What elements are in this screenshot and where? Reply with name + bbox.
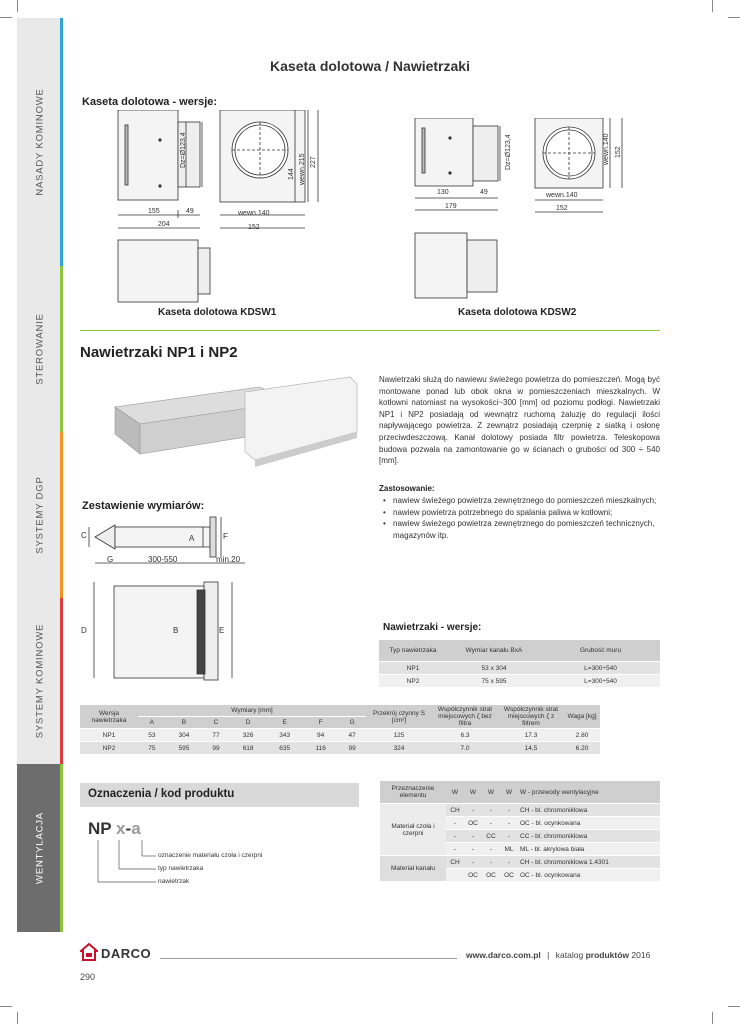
sidebar-tab-nasady[interactable] bbox=[17, 18, 63, 266]
table-cell: CH bbox=[446, 804, 464, 817]
tab-color-bar bbox=[60, 432, 63, 598]
table-cell: ML bbox=[500, 843, 518, 856]
tab-color-bar bbox=[60, 598, 63, 764]
table-row bbox=[80, 742, 600, 755]
col-header: B bbox=[166, 716, 203, 728]
np-side-drawing bbox=[85, 515, 245, 575]
zastosowanie-list bbox=[379, 495, 674, 541]
table-cell: 47 bbox=[338, 729, 366, 742]
table-cell: 94 bbox=[303, 729, 338, 742]
col-header: Grubość muru bbox=[541, 640, 660, 662]
table-cell: - bbox=[482, 856, 500, 869]
table-cell: NP1 bbox=[80, 729, 138, 742]
col-header: C bbox=[202, 716, 230, 728]
versions-table bbox=[379, 640, 660, 688]
col-header: F bbox=[303, 716, 338, 728]
table-cell: - bbox=[500, 817, 518, 830]
sidebar-tab-dgp[interactable] bbox=[17, 432, 63, 598]
code-a: a bbox=[131, 819, 141, 838]
sidebar-label: SYSTEMY DGP bbox=[34, 476, 46, 554]
table-cell: CC - bl. chromoniklowa bbox=[518, 830, 660, 843]
col-header: D bbox=[230, 716, 267, 728]
dim-label: 152 bbox=[615, 146, 622, 158]
table-cell: 75 bbox=[138, 742, 166, 755]
table-cell: OC - bl. ocynkowana bbox=[518, 817, 660, 830]
zastosowanie-title: Zastosowanie: bbox=[379, 484, 435, 493]
sidebar-tab-kominowe[interactable] bbox=[17, 598, 63, 764]
dim-label: 179 bbox=[445, 203, 457, 210]
darco-logo-text: DARCO bbox=[101, 946, 152, 961]
zestawienie-heading: Zestawienie wymiarów: bbox=[82, 500, 205, 512]
code-x: x bbox=[116, 819, 126, 838]
table-cell: OC - bl. ocynkowana bbox=[518, 869, 660, 882]
page-title: Kaseta dolotowa / Nawietrzaki bbox=[270, 58, 470, 74]
np-description: Nawietrzaki służą do nawiewu świeżego powietrza do pomieszczeń. Mogą być montowane ponad lub obok okna w pomieszczeniach mieszkalnych. W kotłowni natomiast na wysokości~300 [mm] od poziomu podłogi. Nawietrzaki NP1 i NP2 posiadają od wewnątrz ruchomą żaluzję do regulacji ilości napływającego powietrza. Z zewnątrz posiadają czerpnię z siatką i osłonę przeciwdeszczową. Kanał dolotowy posiada filtr powietrza. Teleskopowa budowa pozwala na zamontowanie go w ścianach o grubości od 300 ÷ 540 [mm]. bbox=[379, 375, 660, 466]
footer-url[interactable]: www.darco.com.pl bbox=[466, 950, 541, 960]
table-cell: 2.80 bbox=[564, 729, 600, 742]
table-cell: 6.20 bbox=[564, 742, 600, 755]
sidebar-label: SYSTEMY KOMINOWE bbox=[34, 623, 46, 739]
table-cell: 304 bbox=[166, 729, 203, 742]
col-header: W bbox=[482, 781, 500, 804]
table-row bbox=[80, 729, 600, 742]
sidebar-label: NASADY KOMINOWE bbox=[34, 88, 46, 196]
table-cell: 125 bbox=[366, 729, 432, 742]
col-header: G bbox=[338, 716, 366, 728]
legend-item: oznaczenie materiału czoła i czerpni bbox=[158, 852, 263, 859]
np-product-image bbox=[95, 372, 365, 482]
col-header: W bbox=[500, 781, 518, 804]
col-header: Wymiar kanału BxA bbox=[447, 640, 541, 662]
table-cell: - bbox=[500, 856, 518, 869]
table-cell: 343 bbox=[266, 729, 303, 742]
sidebar-label: STEROWANIE bbox=[34, 313, 46, 385]
dim-label: 155 bbox=[148, 208, 160, 215]
table-cell: 7.0 bbox=[432, 742, 498, 755]
table-cell: 75 x 595 bbox=[447, 675, 541, 688]
table-cell: NP2 bbox=[80, 742, 138, 755]
col-header: W - przewody wentylacyjne bbox=[518, 781, 660, 804]
footer-catalog-pre: katalog bbox=[555, 950, 584, 960]
material-table bbox=[380, 781, 660, 882]
table-cell: 99 bbox=[338, 742, 366, 755]
table-cell: 618 bbox=[230, 742, 267, 755]
darco-logo-icon bbox=[80, 943, 98, 961]
dim-label: wewn.140 bbox=[238, 210, 270, 217]
table-cell: - bbox=[500, 804, 518, 817]
table-cell: 635 bbox=[266, 742, 303, 755]
table-cell: 99 bbox=[202, 742, 230, 755]
drawing-label-min: min.20 bbox=[216, 555, 241, 564]
code-leader-lines bbox=[90, 840, 160, 890]
col-header: A bbox=[138, 716, 166, 728]
oznaczenia-heading: Oznaczenia / kod produktu bbox=[88, 788, 235, 800]
table-cell bbox=[446, 869, 464, 882]
drawing-label-a: A bbox=[189, 534, 195, 543]
dim-label: wewn.215 bbox=[299, 153, 306, 185]
table-cell: 14,5 bbox=[498, 742, 564, 755]
col-header: E bbox=[266, 716, 303, 728]
np-heading: Nawietrzaki NP1 i NP2 bbox=[80, 344, 238, 361]
table-cell: - bbox=[464, 856, 482, 869]
drawing-label-range: 300-550 bbox=[148, 555, 178, 564]
col-header: Wersja nawietrzaka bbox=[80, 705, 138, 729]
code-np: NP bbox=[88, 819, 112, 838]
table-cell: NP2 bbox=[379, 675, 447, 688]
footer-catalog-bold: produktów bbox=[585, 950, 630, 960]
table-row bbox=[380, 804, 660, 817]
drawing-label-e: E bbox=[219, 626, 225, 635]
table-cell: 53 bbox=[138, 729, 166, 742]
col-header: Typ nawietrzaka bbox=[379, 640, 447, 662]
drawing-label-d: D bbox=[81, 626, 87, 635]
dim-label: 130 bbox=[437, 189, 449, 196]
list-item: • nawiew powietrza potrzebnego do spalania paliwa w kotłowni; bbox=[393, 507, 674, 519]
drawing-label-g: G bbox=[107, 555, 114, 564]
page-number: 290 bbox=[80, 972, 96, 982]
list-item: • nawiew świeżego powietrza zewnętrznego do pomieszczeń technicznych, magazynów itp. bbox=[393, 518, 674, 541]
tab-color-bar bbox=[60, 764, 63, 932]
table-cell: - bbox=[464, 804, 482, 817]
table-cell: 116 bbox=[303, 742, 338, 755]
list-item: • nawiew świeżego powietrza zewnętrznego do pomieszczeń mieszkalnych; bbox=[393, 495, 674, 507]
table-row bbox=[379, 675, 660, 688]
table-cell: - bbox=[464, 843, 482, 856]
group-label: Materiał kanału bbox=[380, 856, 446, 882]
table-cell: - bbox=[500, 830, 518, 843]
group-label: Materiał czoła i czerpni bbox=[380, 804, 446, 856]
table-cell: 53 x 304 bbox=[447, 662, 541, 675]
sidebar-tab-wentylacja[interactable] bbox=[17, 764, 63, 932]
dim-label: 49 bbox=[480, 189, 488, 196]
table-cell: - bbox=[446, 830, 464, 843]
table-cell: CH bbox=[446, 856, 464, 869]
table-cell: 6.3 bbox=[432, 729, 498, 742]
footer-separator: | bbox=[547, 950, 550, 960]
table-cell: - bbox=[482, 843, 500, 856]
col-header: W bbox=[446, 781, 464, 804]
table-cell: ML - bl. akrylowa biała bbox=[518, 843, 660, 856]
dim-label: 204 bbox=[158, 221, 170, 228]
sidebar-tab-sterowanie[interactable] bbox=[17, 266, 63, 432]
table-cell: CH - bl. chromoniklowa 1.4301 bbox=[518, 856, 660, 869]
table-row bbox=[380, 856, 660, 869]
table-cell: - bbox=[446, 843, 464, 856]
table-cell: - bbox=[464, 830, 482, 843]
dim-label: Dz=Ø123,4 bbox=[505, 134, 512, 170]
dim-label: 144 bbox=[288, 168, 295, 180]
table-cell: - bbox=[446, 817, 464, 830]
dim-label: Dz=Ø123,4 bbox=[180, 132, 187, 168]
table-cell: OC bbox=[464, 869, 482, 882]
product-code bbox=[88, 819, 141, 839]
table-cell: 595 bbox=[166, 742, 203, 755]
drawing-label-b: B bbox=[173, 626, 179, 635]
dim-label: 49 bbox=[186, 208, 194, 215]
table-cell: 17.3 bbox=[498, 729, 564, 742]
col-header: Wymiary [mm] bbox=[138, 705, 366, 716]
sidebar-label: WENTYLACJA bbox=[34, 812, 46, 884]
drawing-label-c: C bbox=[81, 531, 87, 540]
col-header: W bbox=[464, 781, 482, 804]
table-cell: L=300÷540 bbox=[541, 662, 660, 675]
table-cell: 77 bbox=[202, 729, 230, 742]
col-header: Przeznaczenie elementu bbox=[380, 781, 446, 804]
dim-label: 152 bbox=[248, 224, 260, 231]
tab-color-bar bbox=[60, 18, 63, 266]
table-cell: CH - bl. chromoniklowa bbox=[518, 804, 660, 817]
drawing-label-f: F bbox=[223, 532, 228, 541]
table-cell: - bbox=[482, 817, 500, 830]
table-cell: OC bbox=[482, 869, 500, 882]
legend-item: nawietrzak bbox=[158, 878, 190, 885]
kdsw2-caption: Kaseta dolotowa KDSW2 bbox=[458, 307, 577, 318]
dims-table bbox=[80, 705, 600, 755]
table-row bbox=[379, 662, 660, 675]
table-cell: OC bbox=[500, 869, 518, 882]
table-cell: 326 bbox=[230, 729, 267, 742]
footer-catalog bbox=[466, 950, 650, 960]
kdsw1-drawing bbox=[110, 110, 330, 310]
table-cell: OC bbox=[464, 817, 482, 830]
code-dash: - bbox=[125, 819, 132, 838]
footer-rule bbox=[160, 958, 457, 959]
col-header: Przekrój czynny S [cm²] bbox=[366, 705, 432, 729]
dim-label: wewn.140 bbox=[603, 133, 610, 165]
col-header: Współczynnik strat miejscowych ζ bez filtra bbox=[432, 705, 498, 729]
versions-heading: Nawietrzaki - wersje: bbox=[383, 622, 482, 633]
dim-label: wewn.140 bbox=[546, 192, 578, 199]
legend-item: typ nawietrzaka bbox=[158, 865, 204, 872]
section-divider bbox=[80, 330, 660, 331]
table-cell: L=300÷540 bbox=[541, 675, 660, 688]
footer-year: 2016 bbox=[631, 950, 651, 960]
kdsw1-caption: Kaseta dolotowa KDSW1 bbox=[158, 307, 277, 318]
col-header: Współczynnik strat miejscowych ζ z filtrem bbox=[498, 705, 564, 729]
table-cell: - bbox=[482, 804, 500, 817]
col-header: Waga [kg] bbox=[564, 705, 600, 729]
table-cell: NP1 bbox=[379, 662, 447, 675]
tab-color-bar bbox=[60, 266, 63, 432]
dim-label: 227 bbox=[310, 156, 317, 168]
table-cell: 324 bbox=[366, 742, 432, 755]
table-cell: CC bbox=[482, 830, 500, 843]
dim-label: 152 bbox=[556, 205, 568, 212]
kaseta-heading: Kaseta dolotowa - wersje: bbox=[82, 96, 218, 108]
